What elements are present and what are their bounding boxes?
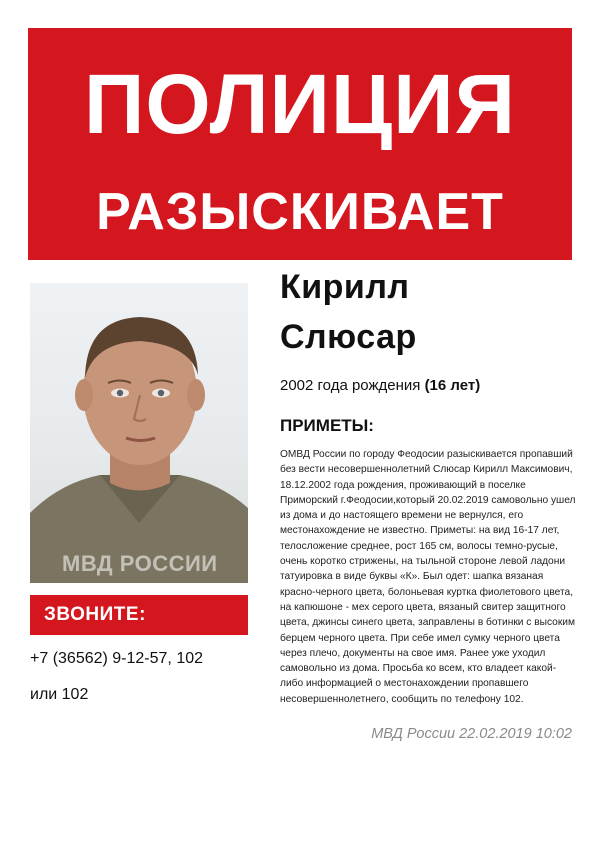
missing-person-photo — [30, 283, 248, 583]
birth-year-text: 2002 года рождения — [280, 377, 421, 394]
portrait-illustration — [30, 283, 248, 583]
phone-number: +7 (36562) 9-12-57, 102 — [30, 650, 204, 667]
banner-title-police: ПОЛИЦИЯ — [83, 57, 517, 151]
birth-info — [280, 377, 480, 394]
source-timestamp: МВД России 22.02.2019 10:02 — [371, 726, 572, 742]
signs-description: ОМВД России по городу Феодосии разыскивается пропавший без вести несовершеннолетний Слюсар Кирилл Максимович, 18.12.2002 года рождения, проживающий в поселке Приморский г.Феодосии,который 20.02.2019 самовольно ушел из дома и до настоящего времени не вернулся, его местонахождение не известно. Приметы: на вид 16-17 лет, телосложение среднее, рост 165 см, волосы темно-русые, очень коротко стрижены, на тыльной стороне левой ладони татуировка в виде буквы «К». Был одет: шапка вязаная красно-черного цвета, болоньевая куртка фиолетового цвета, на капюшоне - мех серого цвета, вязаный свитер защитного цвета, джинсы синего цвета, заправлены в ботинки с высоким берцем черного цвета. При себе имел сумку черного цвета через плечо, документы на свое имя. Ранее уже уходил самовольно из дома. Просьба ко всем, кто владеет какой-либо информацией о местонахождении пропавшего несовершеннолетнего, сообщить по телефону 102. — [280, 449, 576, 705]
signs-heading: ПРИМЕТЫ: — [280, 416, 374, 435]
banner-title-wanted: РАЗЫСКИВАЕТ — [96, 183, 504, 241]
alt-phone-number: или 102 — [30, 686, 89, 703]
call-label-bar: ЗВОНИТЕ: — [30, 595, 248, 635]
person-first-name: Кирилл — [280, 268, 410, 306]
person-last-name: Слюсар — [280, 318, 417, 356]
photo-watermark: МВД РОССИИ — [62, 551, 218, 576]
wanted-banner — [28, 28, 572, 260]
age-text: (16 лет) — [424, 377, 481, 394]
